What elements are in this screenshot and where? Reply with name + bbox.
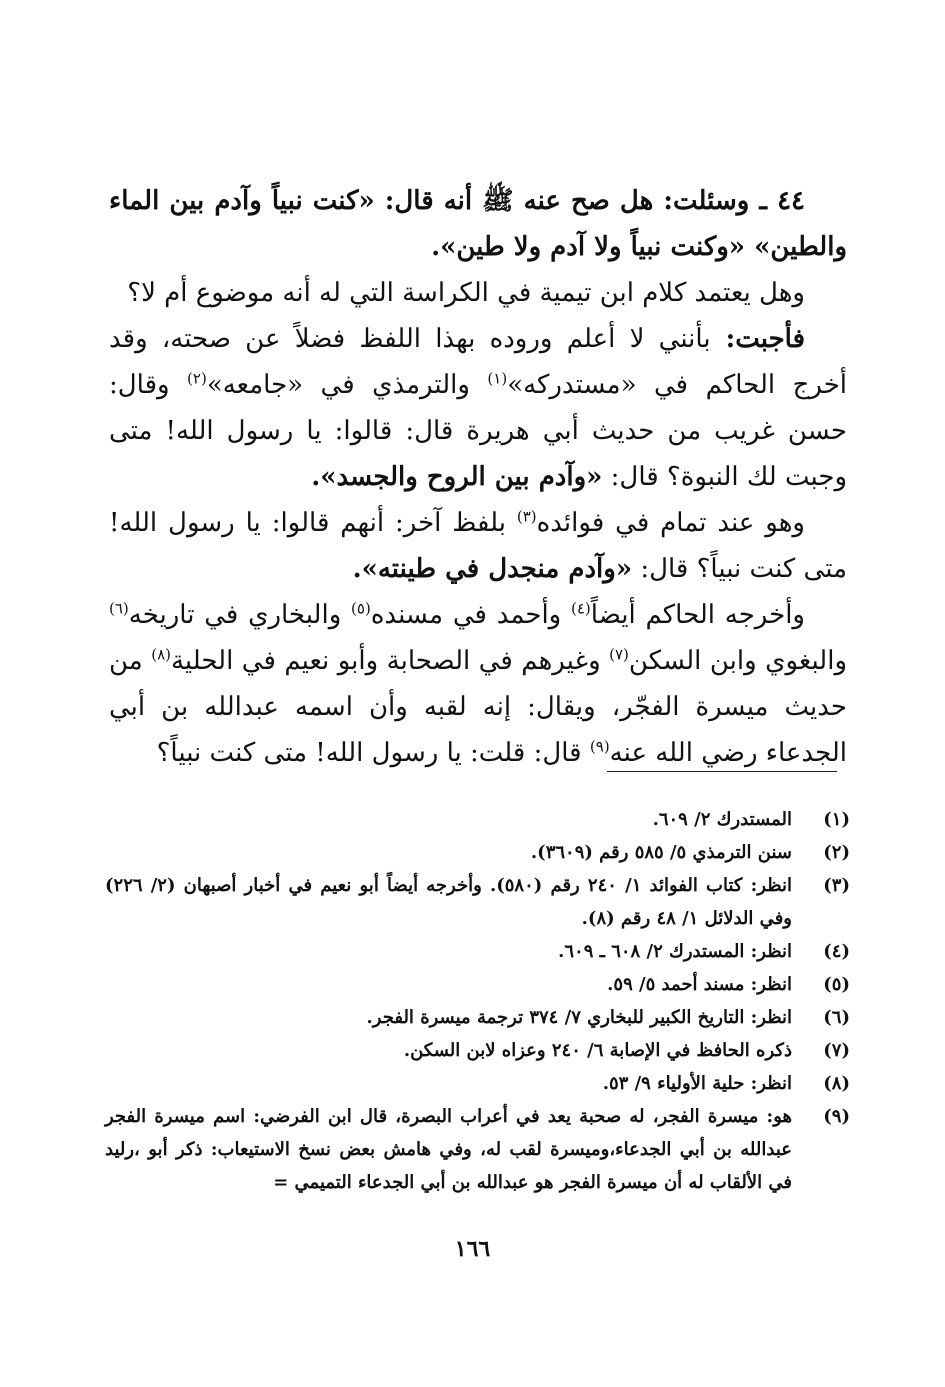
footnote-text: انظر: كتاب الفوائد ١/ ٢٤٠ رقم (٥٨٠). وأخرجه أيضاً أبو نعيم في أخبار أصبهان (٢/ ٢٢٦) وفي الدلائل ١/ ٤٨ رقم (٨). [105, 875, 793, 929]
page-number: ١٦٦ [454, 1236, 491, 1262]
footnote-text: انظر: مسند أحمد ٥/ ٥٩. [607, 974, 792, 995]
footnote-marker-6: (٦) [109, 599, 129, 618]
question-paragraph [109, 178, 847, 270]
footnote-marker-1: (١) [487, 369, 508, 388]
answer-text: وقال: حسن غريب من حديث أبي هريرة قال: قالوا: يا رسول الله! متى وجبت لك النبوة؟ قال: [109, 370, 847, 492]
paragraph-text: وأخرجه الحاكم أيضاً [590, 600, 805, 630]
footnote-item [105, 935, 850, 968]
question-number: ٤٤ ـ [749, 186, 805, 216]
answer-label: فأجبت: [710, 324, 806, 354]
footnote-item [105, 1100, 850, 1199]
paragraph-text: وغيرهم في الصحابة وأبو نعيم في الحلية [170, 646, 610, 676]
footnote-marker-3: (٣) [516, 507, 537, 526]
footnote-number: (٢) [823, 842, 850, 863]
question-text: هل صح عنه ﷺ أنه قال: «كنت نبياً وآدم بين الماء والطين» «وكنت نبياً ولا آدم ولا طين». [109, 186, 847, 262]
footnote-item [105, 968, 850, 1001]
footnote-marker-5: (٥) [351, 599, 371, 618]
footnote-text: ذكره الحافظ في الإصابة ٦/ ٢٤٠ وعزاه لابن السكن. [403, 1040, 792, 1061]
footnote-text: المستدرك ٢/ ٦٠٩. [652, 809, 792, 830]
footnote-number: (٣) [823, 875, 850, 896]
paragraph-text: والبخاري في تاريخه [128, 600, 352, 630]
footnote-text: انظر: حلية الأولياء ٩/ ٥٣. [602, 1073, 792, 1094]
footnote-text: انظر: التاريخ الكبير للبخاري ٧/ ٣٧٤ ترجمة ميسرة الفجر. [366, 1007, 792, 1028]
footnote-item [105, 1067, 850, 1100]
paragraph-text: قال: قلت: يا رسول الله! متى كنت نبياً؟ [156, 738, 590, 768]
hadith-quote: «وآدم منجدل في طينته». [352, 554, 633, 584]
answer-text: والترمذي في «جامعه» [206, 370, 488, 400]
footnote-item [105, 836, 850, 869]
question-label: وسئلت: [653, 186, 750, 216]
question-followup: وهل يعتمد كلام ابن تيمية في الكراسة التي له أنه موضوع أم لا؟ [127, 278, 805, 308]
paragraph-text: وهو عند تمام في فوائده [536, 508, 805, 538]
paragraph-text: من حديث ميسرة الفجّر، ويقال: إنه لقبه وأن اسمه عبدالله بن أبي الجدعاء رضي الله عنه [109, 646, 847, 768]
footnote-item [105, 803, 850, 836]
footnote-number: (٦) [823, 1007, 850, 1028]
answer-text: بأنني لا أعلم وروده بهذا اللفظ فضلاً عن صحته، وقد أخرج الحاكم في «مستدركه» [109, 324, 848, 400]
footnote-separator [607, 771, 837, 772]
footnote-number: (٧) [823, 1040, 850, 1061]
footnote-marker-4: (٤) [571, 599, 591, 618]
footnote-text: هو: ميسرة الفجر، له صحبة يعد في أعراب البصرة، قال ابن الفرضي: اسم ميسرة الفجر عبدالله بن أبي الجدعاء،وميسرة لقب له، وفي هامش بعض نسخ الاستيعاب: ذكر أبو ،رليد في الألقاب له أن ميسرة الفجر هو عبدالله بن أبي الجدعاء التميمي = [105, 1106, 792, 1193]
footnote-text: انظر: المستدرك ٢/ ٦٠٨ ـ ٦٠٩. [558, 941, 792, 962]
main-text [109, 178, 847, 776]
footnote-marker-2: (٢) [187, 369, 207, 388]
paragraph-text: والبغوي وابن السكن [628, 646, 848, 676]
footnote-item [105, 1001, 850, 1034]
footnote-text: سنن الترمذي ٥/ ٥٨٥ رقم (٣٦٠٩). [530, 842, 792, 863]
paragraph-text: بلفظ آخر: أنهم قالوا: يا رسول الله! متى كنت نبياً؟ قال: [109, 508, 847, 584]
footnote-item [105, 869, 850, 935]
footnotes [105, 803, 850, 1199]
footnote-number: (٨) [823, 1073, 850, 1094]
footnote-number: (١) [823, 809, 850, 830]
footnote-marker-8: (٨) [151, 645, 171, 664]
answer-paragraph [109, 316, 847, 500]
hadith-quote: «وآدم بين الروح والجسد». [311, 462, 603, 492]
footnote-marker-7: (٧) [609, 645, 629, 664]
footnote-item [105, 1034, 850, 1067]
footnote-number: (٤) [823, 941, 850, 962]
paragraph-text: وأحمد في مسنده [370, 600, 571, 630]
footnote-marker-9: (٩) [589, 737, 610, 756]
footnote-number: (٩) [823, 1106, 850, 1127]
tammam-paragraph [109, 500, 847, 592]
sources-paragraph [109, 592, 847, 776]
footnote-number: (٥) [823, 974, 850, 995]
